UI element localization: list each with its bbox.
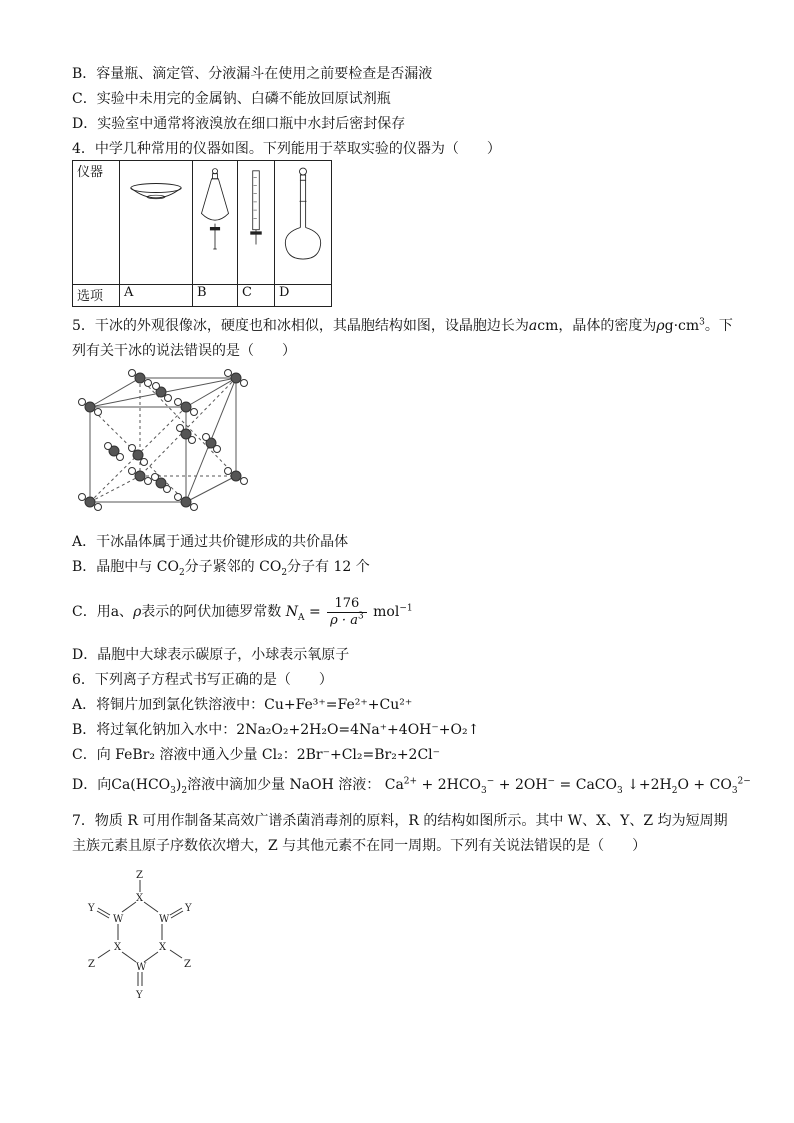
q3-option-b: B．容量瓶、滴定管、分液漏斗在使用之前要检查是否漏液 (72, 66, 433, 82)
q6-option-b: B．将过氧化钠加入水中：2Na₂O₂+2H₂O=4Na⁺+4OH⁻+O₂↑ (72, 722, 480, 738)
atom-label-z-right: Z (184, 959, 191, 970)
atom-label-w-right: W (159, 914, 170, 925)
burette-icon (238, 161, 274, 262)
table-row-label-option: 选项 (73, 285, 120, 307)
atom-label-w-bottom: W (136, 962, 147, 973)
atom-label-z-top: Z (136, 870, 143, 881)
q6-option-d: D．向$Ca(HCO_3)_2$溶液中滴加少量 NaOH 溶液： $Ca^{2+} + 2HCO_3^- + 2OH^-$ = CaCO$_3$ $↓+2H_2O + CO_3^{2-}$ (72, 776, 751, 796)
option-c-label: C (238, 285, 275, 307)
q5-option-b: B．晶胞中与 $CO_2$分子紧邻的 $CO_2$分子有 12 个 (72, 559, 370, 578)
atom-label-w-left: W (113, 914, 124, 925)
evaporating-dish-icon (120, 161, 192, 273)
atom-label-z-left: Z (88, 959, 95, 970)
volumetric-flask-cell (275, 161, 332, 285)
table-row-label-instrument: 仪器 (73, 161, 120, 285)
atom-label-x-top: X (136, 893, 144, 904)
option-d-label: D (275, 285, 332, 307)
q5-stem-line1: 5．干冰的外观很像冰，硬度也和冰相似，其晶胞结构如图，设晶胞边长为acm，晶体的密度为$\rho g\cdot cm^3$。下 (72, 317, 733, 334)
q4-stem: 4．中学几种常用的仪器如图。下列能用于萃取实验的仪器为（ ） (72, 141, 501, 157)
q5-option-a: A．干冰晶体属于通过共价键形成的共价晶体 (72, 534, 349, 550)
volumetric-flask-icon (275, 161, 331, 270)
atom-label-x-left: X (114, 942, 122, 953)
q7-stem-line2: 主族元素且原子序数依次增大，Z 与其他元素不在同一周期。下列有关说法错误的是（ ） (72, 838, 647, 854)
q3-option-c: C．实验中未用完的金属钠、白磷不能放回原试剂瓶 (72, 91, 391, 107)
separatory-funnel-icon (193, 161, 237, 266)
burette-cell (238, 161, 275, 285)
atom-label-y-left: Y (88, 903, 95, 914)
atom-label-y-bottom: Y (136, 990, 143, 1001)
q5-option-d: D．晶胞中大球表示碳原子，小球表示氧原子 (72, 647, 350, 663)
option-a-label: A (120, 285, 193, 307)
instrument-table (72, 160, 332, 307)
evaporating-dish-cell (120, 161, 193, 285)
separatory-funnel-cell (193, 161, 238, 285)
atom-label-x-right: X (159, 942, 167, 953)
q5-stem-line2: 列有关干冰的说法错误的是（ ） (72, 343, 296, 359)
q3-option-d: D．实验室中通常将液溴放在细口瓶中水封后密封保存 (72, 116, 406, 132)
avogadro-fraction: $\frac{176}{\rho \cdot a^3}$ (327, 596, 367, 629)
q6-option-c: C．向 FeBr₂ 溶液中通入少量 Cl₂：2Br⁻+Cl₂=Br₂+2Cl⁻ (72, 747, 441, 763)
option-b-label: B (193, 285, 238, 307)
q5-option-c: C．用a、ρ表示的阿伏加德罗常数 $N_A$ = $\frac{176}{\rho \cdot a^3}$ mol$^{-1}$ (72, 595, 413, 628)
atom-label-y-right: Y (185, 903, 192, 914)
q7-stem-line1: 7．物质 R 可用作制备某高效广谱杀菌消毒剂的原料，R 的结构如图所示。其中 W、X、Y、Z 均为短周期 (72, 813, 728, 829)
compound-r-structure-diagram (80, 866, 200, 1006)
q6-stem: 6．下列离子方程式书写正确的是（ ） (72, 672, 333, 688)
q6-option-a: A．将铜片加到氯化铁溶液中：Cu+Fe³⁺=Fe²⁺+Cu²⁺ (72, 697, 413, 713)
dry-ice-unit-cell-diagram (76, 366, 256, 526)
